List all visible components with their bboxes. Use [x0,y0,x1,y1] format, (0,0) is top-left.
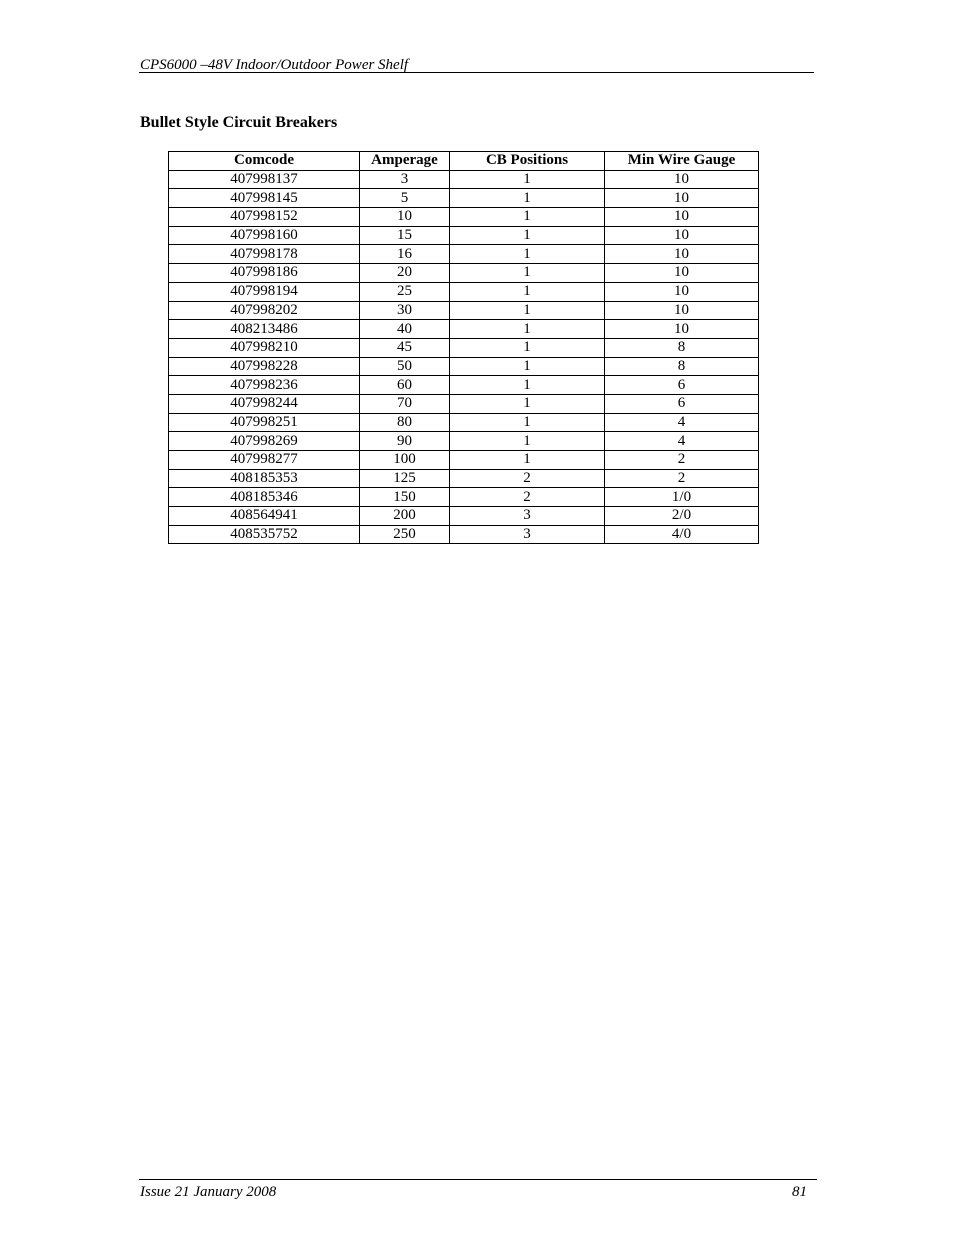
cb-positions-cell: 1 [450,226,605,245]
comcode-cell: 407998186 [169,264,360,283]
cb-positions-cell: 1 [450,394,605,413]
amperage-cell: 16 [360,245,450,264]
amperage-cell: 45 [360,338,450,357]
min-wire-gauge-cell: 10 [605,282,759,301]
cb-positions-cell: 1 [450,301,605,320]
cb-positions-cell: 1 [450,170,605,189]
min-wire-gauge-cell: 6 [605,376,759,395]
min-wire-gauge-cell: 8 [605,338,759,357]
min-wire-gauge-cell: 10 [605,189,759,208]
comcode-cell: 407998178 [169,245,360,264]
min-wire-gauge-cell: 4/0 [605,525,759,544]
min-wire-gauge-cell: 4 [605,413,759,432]
cb-positions-cell: 1 [450,357,605,376]
comcode-cell: 407998160 [169,226,360,245]
table-row [169,189,759,208]
min-wire-gauge-cell: 10 [605,170,759,189]
page-number: 81 [792,1184,807,1200]
min-wire-gauge-cell: 10 [605,208,759,227]
comcode-cell: 407998137 [169,170,360,189]
cb-positions-cell: 2 [450,469,605,488]
amperage-cell: 50 [360,357,450,376]
footer-rule [139,1179,817,1180]
min-wire-gauge-cell: 8 [605,357,759,376]
amperage-cell: 60 [360,376,450,395]
comcode-cell: 407998228 [169,357,360,376]
comcode-cell: 407998152 [169,208,360,227]
min-wire-gauge-cell: 6 [605,394,759,413]
table-row [169,226,759,245]
amperage-cell: 25 [360,282,450,301]
table-row [169,394,759,413]
amperage-cell: 5 [360,189,450,208]
table-row [169,451,759,470]
cb-positions-cell: 1 [450,320,605,339]
amperage-cell: 100 [360,451,450,470]
amperage-cell: 3 [360,170,450,189]
cb-positions-cell: 1 [450,189,605,208]
table-body [169,170,759,544]
table-row [169,245,759,264]
comcode-cell: 407998202 [169,301,360,320]
table-row [169,432,759,451]
amperage-cell: 40 [360,320,450,339]
table-row [169,525,759,544]
table-row [169,208,759,227]
table-row [169,488,759,507]
cb-positions-cell: 2 [450,488,605,507]
comcode-cell: 407998210 [169,338,360,357]
amperage-cell: 125 [360,469,450,488]
amperage-cell: 70 [360,394,450,413]
comcode-cell: 407998145 [169,189,360,208]
table-row [169,264,759,283]
cb-positions-cell: 3 [450,525,605,544]
table-row [169,170,759,189]
footer-issue: Issue 21 January 2008 [140,1184,277,1200]
table-row [169,507,759,526]
column-header-cb-positions: CB Positions [450,152,605,171]
amperage-cell: 30 [360,301,450,320]
cb-positions-cell: 1 [450,413,605,432]
comcode-cell: 408535752 [169,525,360,544]
comcode-cell: 408564941 [169,507,360,526]
cb-positions-cell: 1 [450,451,605,470]
min-wire-gauge-cell: 10 [605,320,759,339]
amperage-cell: 150 [360,488,450,507]
table-header-row [169,152,759,171]
comcode-cell: 408185346 [169,488,360,507]
amperage-cell: 200 [360,507,450,526]
column-header-min-wire-gauge: Min Wire Gauge [605,152,759,171]
min-wire-gauge-cell: 10 [605,226,759,245]
table-row [169,282,759,301]
comcode-cell: 407998269 [169,432,360,451]
table-row [169,413,759,432]
min-wire-gauge-cell: 10 [605,264,759,283]
amperage-cell: 15 [360,226,450,245]
min-wire-gauge-cell: 2 [605,451,759,470]
table-row [169,469,759,488]
cb-positions-cell: 1 [450,208,605,227]
column-header-amperage: Amperage [360,152,450,171]
table-row [169,376,759,395]
amperage-cell: 10 [360,208,450,227]
comcode-cell: 407998194 [169,282,360,301]
cb-positions-cell: 1 [450,432,605,451]
cb-positions-cell: 3 [450,507,605,526]
column-header-comcode: Comcode [169,152,360,171]
min-wire-gauge-cell: 2 [605,469,759,488]
comcode-cell: 408185353 [169,469,360,488]
cb-positions-cell: 1 [450,338,605,357]
comcode-cell: 407998277 [169,451,360,470]
comcode-cell: 407998244 [169,394,360,413]
comcode-cell: 407998251 [169,413,360,432]
min-wire-gauge-cell: 10 [605,301,759,320]
table-row [169,301,759,320]
cb-positions-cell: 1 [450,282,605,301]
section-title: Bullet Style Circuit Breakers [140,114,338,131]
min-wire-gauge-cell: 2/0 [605,507,759,526]
running-header: CPS6000 –48V Indoor/Outdoor Power Shelf [140,57,409,73]
comcode-cell: 408213486 [169,320,360,339]
comcode-cell: 407998236 [169,376,360,395]
cb-positions-cell: 1 [450,376,605,395]
amperage-cell: 90 [360,432,450,451]
min-wire-gauge-cell: 1/0 [605,488,759,507]
amperage-cell: 250 [360,525,450,544]
cb-positions-cell: 1 [450,264,605,283]
amperage-cell: 20 [360,264,450,283]
min-wire-gauge-cell: 10 [605,245,759,264]
table-row [169,357,759,376]
min-wire-gauge-cell: 4 [605,432,759,451]
amperage-cell: 80 [360,413,450,432]
circuit-breaker-table [168,151,759,544]
table-row [169,320,759,339]
table-row [169,338,759,357]
cb-positions-cell: 1 [450,245,605,264]
header-rule [139,72,814,73]
